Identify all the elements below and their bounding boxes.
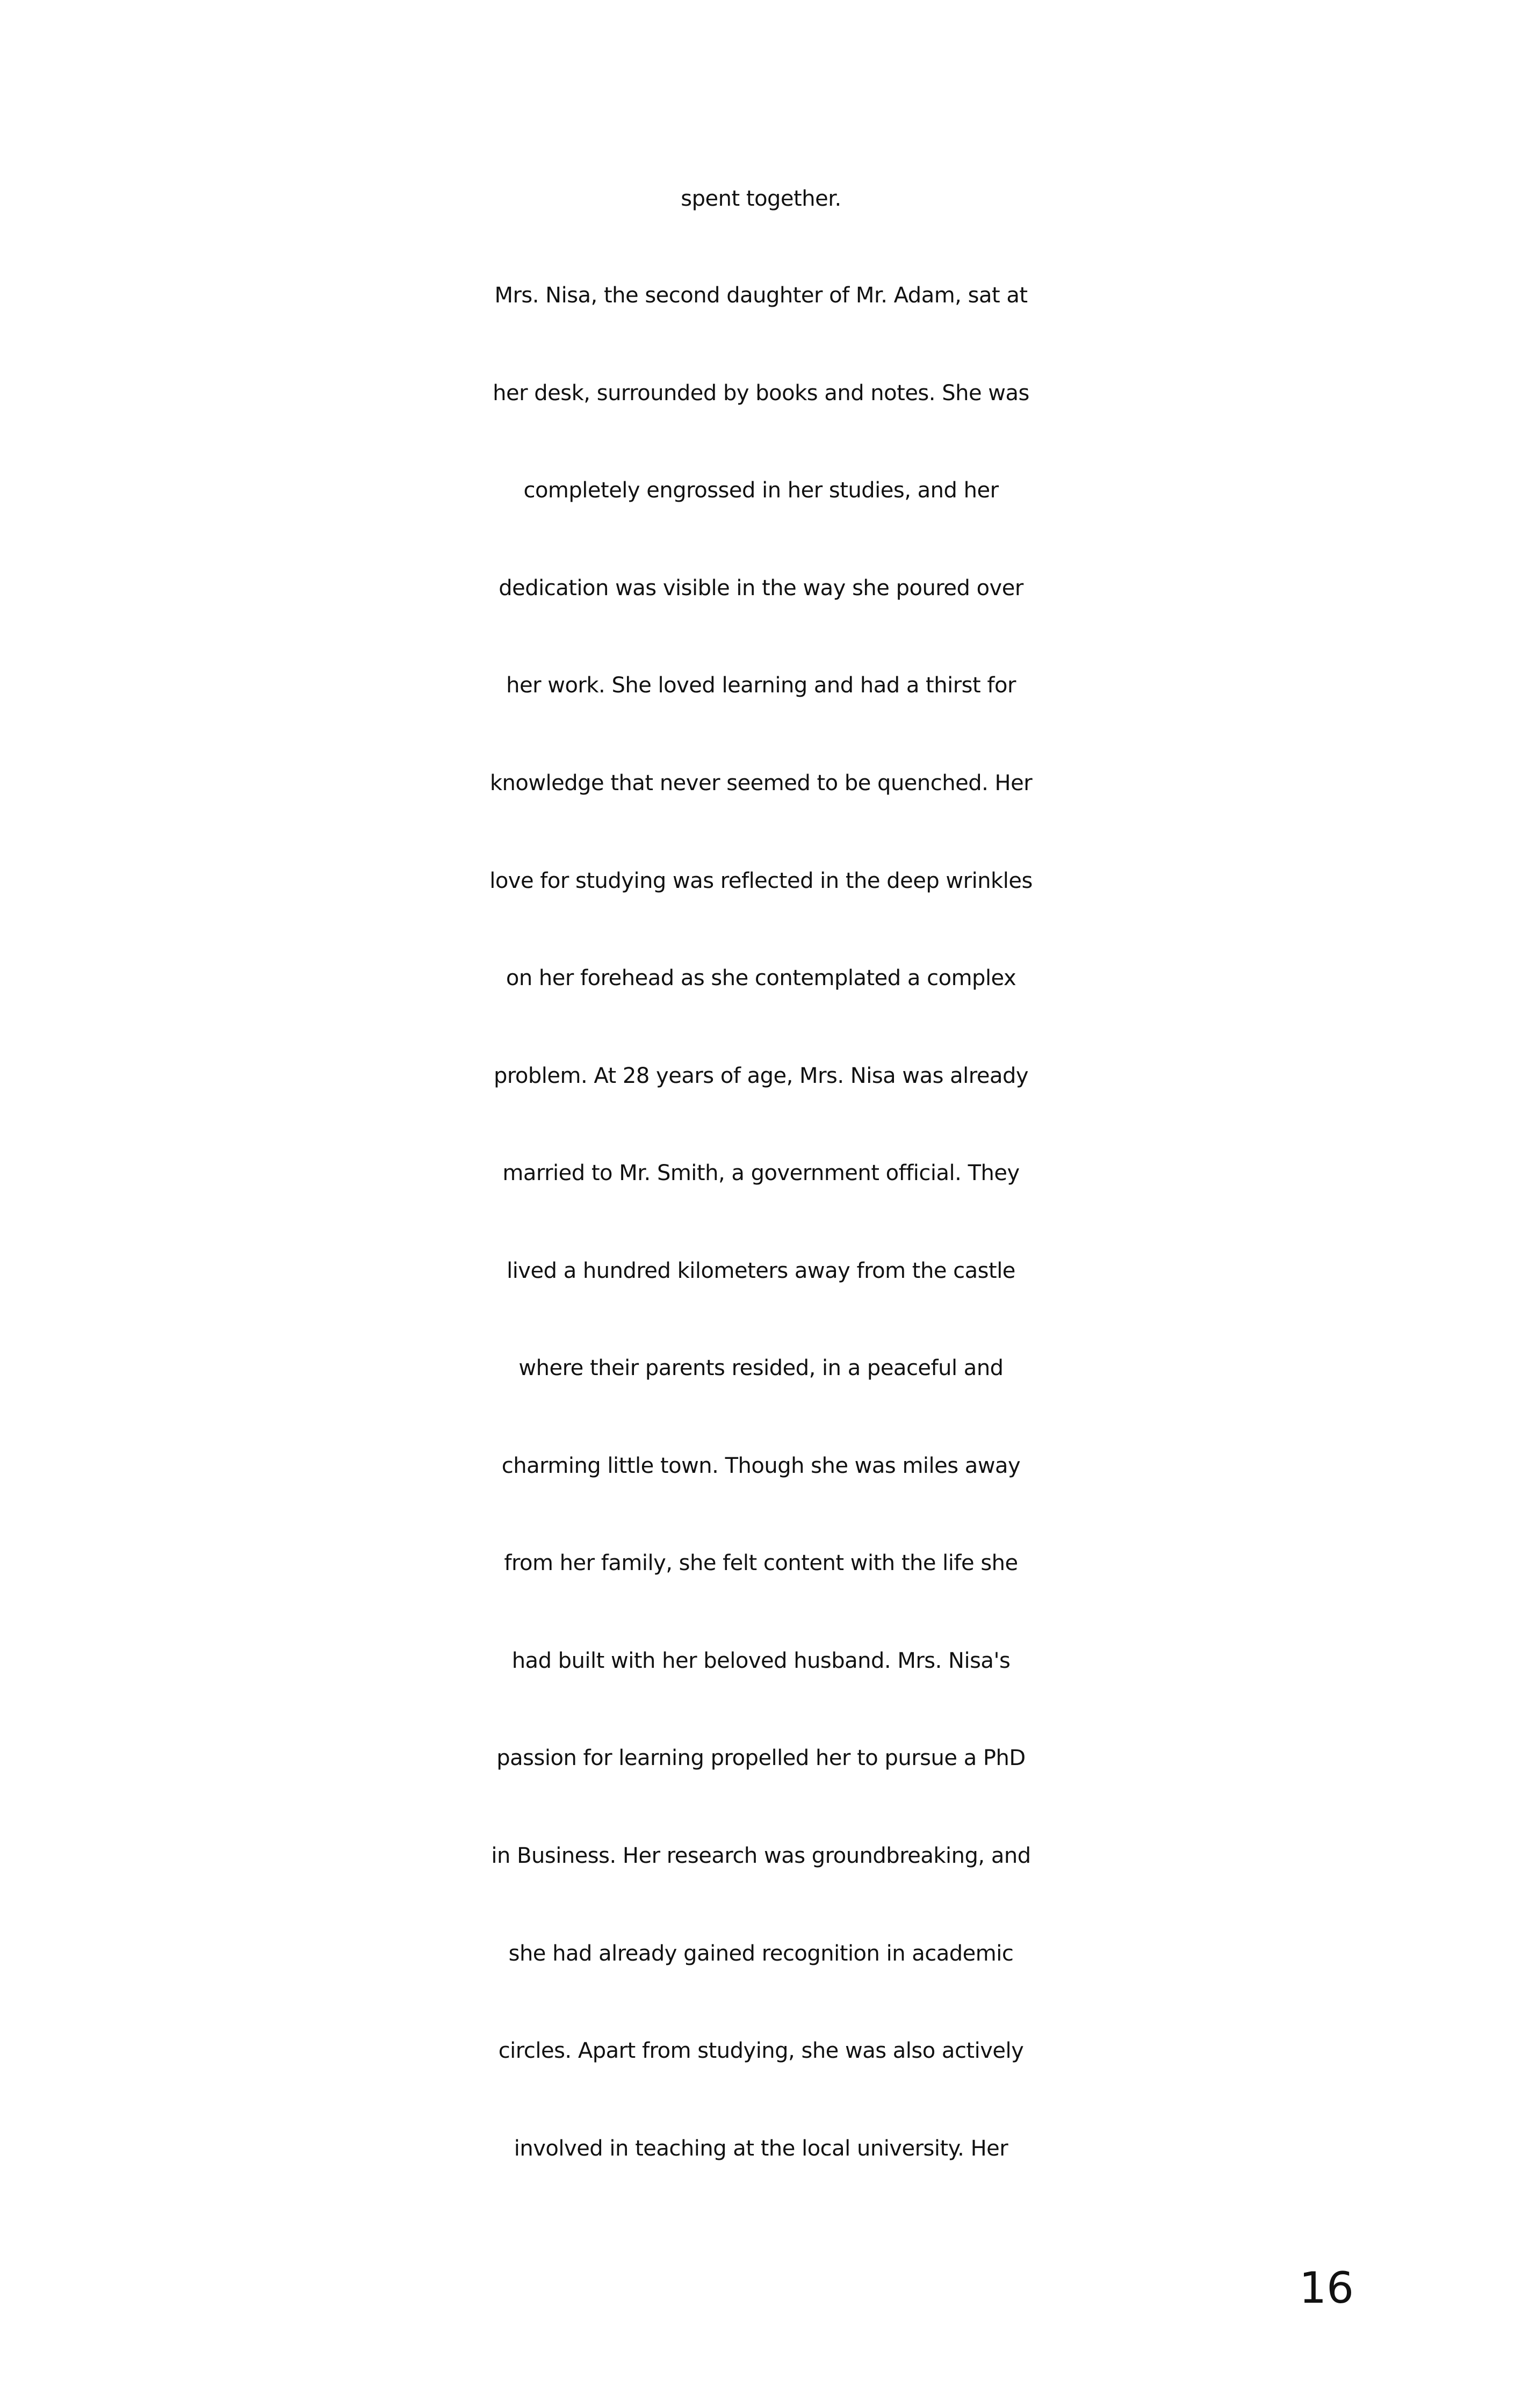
text-line: lived a hundred kilometers away from the castle bbox=[507, 1259, 1015, 1283]
text-line: spent together. bbox=[681, 186, 841, 211]
text-line: married to Mr. Smith, a government official. They bbox=[502, 1161, 1020, 1185]
text-line: from her family, she felt content with the life she bbox=[504, 1551, 1018, 1575]
text-line: her work. She loved learning and had a thirst for bbox=[506, 673, 1016, 698]
text-line: in Business. Her research was groundbreaking, and bbox=[491, 1843, 1031, 1868]
text-line: her desk, surrounded by books and notes. She was bbox=[493, 381, 1029, 406]
text-line: on her forehead as she contemplated a complex bbox=[506, 966, 1016, 990]
text-line: where their parents resided, in a peaceful and bbox=[518, 1356, 1004, 1380]
text-line: had built with her beloved husband. Mrs. Nisa's bbox=[511, 1648, 1011, 1673]
text-line: circles. Apart from studying, she was also actively bbox=[498, 2038, 1024, 2063]
text-line: charming little town. Though she was miles away bbox=[501, 1454, 1021, 1478]
text-line: she had already gained recognition in academic bbox=[508, 1941, 1014, 1966]
text-line: dedication was visible in the way she poured over bbox=[499, 576, 1023, 601]
text-line: involved in teaching at the local university. Her bbox=[514, 2136, 1008, 2161]
text-line: completely engrossed in her studies, and her bbox=[523, 478, 999, 503]
text-line: Mrs. Nisa, the second daughter of Mr. Adam, sat at bbox=[494, 283, 1028, 308]
text-line: problem. At 28 years of age, Mrs. Nisa was already bbox=[493, 1064, 1029, 1088]
text-line: passion for learning propelled her to pursue a PhD bbox=[496, 1746, 1026, 1770]
text-line: love for studying was reflected in the deep wrinkles bbox=[489, 869, 1033, 893]
text-line: knowledge that never seemed to be quenched. Her bbox=[489, 771, 1033, 796]
page-number: 16 bbox=[1299, 2263, 1354, 2313]
